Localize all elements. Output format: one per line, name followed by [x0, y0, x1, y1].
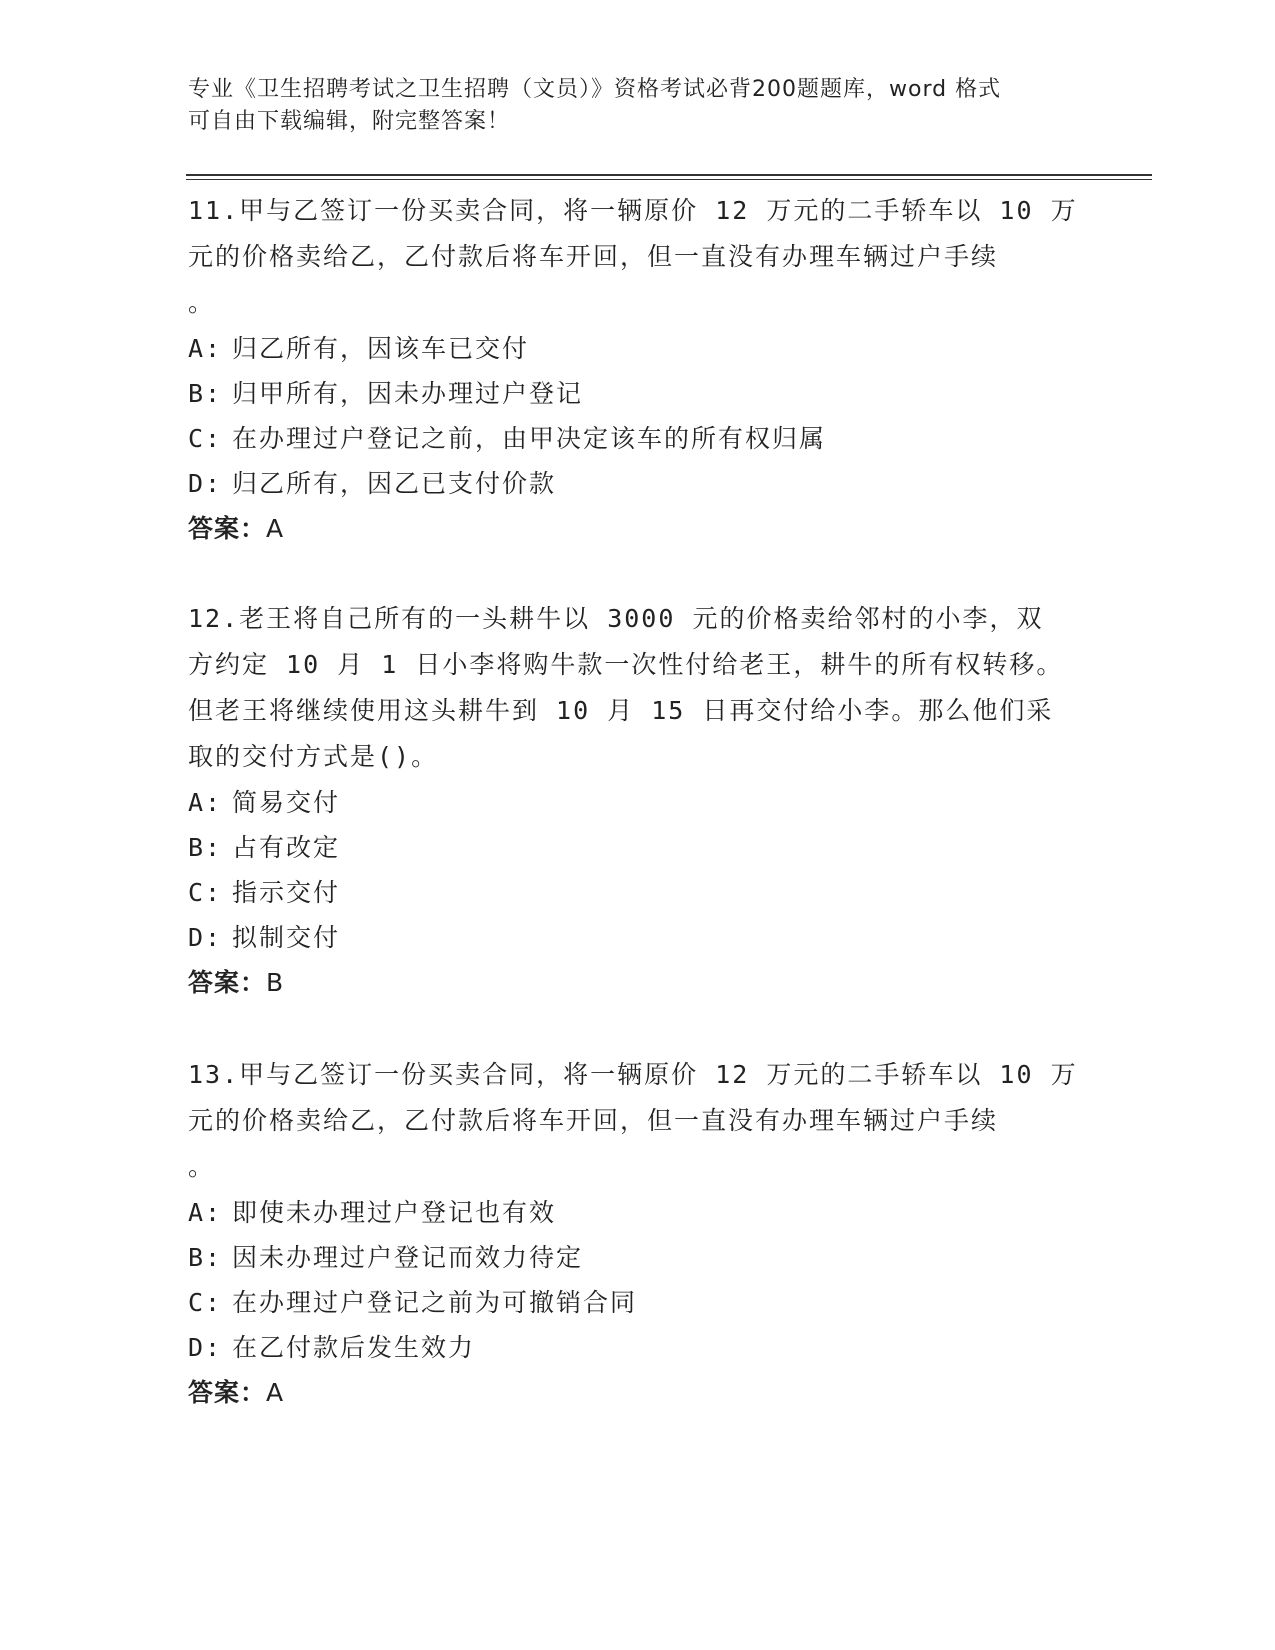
option-letter: A: — [188, 334, 223, 363]
option-text: 在办理过户登记之前为可撤销合同 — [232, 1288, 638, 1317]
option-a — [188, 326, 1068, 371]
option-a — [188, 780, 1068, 825]
option-letter: B: — [188, 1243, 223, 1272]
option-letter: B: — [188, 379, 223, 408]
answer-label: 答案： — [188, 968, 267, 997]
option-text: 在办理过户登记之前，由甲决定该车的所有权归属 — [232, 424, 827, 453]
header-line-1: 专业《卫生招聘考试之卫生招聘（文员）》资格考试必背200题题库，word 格式 — [188, 77, 1002, 102]
option-text: 拟制交付 — [232, 923, 341, 952]
option-letter: C: — [188, 424, 223, 453]
option-text: 简易交付 — [232, 788, 341, 817]
option-text: 指示交付 — [232, 878, 341, 907]
answer-value: A — [266, 514, 285, 543]
option-letter: A: — [188, 788, 223, 817]
option-text: 在乙付款后发生效力 — [232, 1333, 476, 1362]
option-text: 归乙所有，因乙已支付价款 — [232, 469, 557, 498]
stem-line: 11.甲与乙签订一份买卖合同，将一辆原价 12 万元的二手轿车以 10 万 — [188, 196, 1078, 225]
stem-line: 12.老王将自己所有的一头耕牛以 3000 元的价格卖给邻村的小李，双 — [188, 604, 1044, 633]
stem-line: 。 — [188, 1152, 216, 1181]
option-letter: C: — [188, 878, 223, 907]
option-text: 归甲所有，因未办理过户登记 — [232, 379, 584, 408]
stem-line: 方约定 10 月 1 日小李将购牛款一次性付给老王，耕牛的所有权转移。 — [188, 650, 1064, 679]
option-b — [188, 1235, 1068, 1280]
stem-line: 13.甲与乙签订一份买卖合同，将一辆原价 12 万元的二手轿车以 10 万 — [188, 1060, 1078, 1089]
answer-line — [188, 506, 1068, 552]
answer-value: A — [266, 1378, 285, 1407]
question-11 — [188, 188, 1078, 552]
option-letter: D: — [188, 469, 223, 498]
stem-line: 取的交付方式是()。 — [188, 742, 439, 771]
stem-line: 元的价格卖给乙，乙付款后将车开回，但一直没有办理车辆过户手续 — [188, 242, 999, 271]
option-d — [188, 461, 1068, 506]
answer-value: B — [266, 968, 285, 997]
option-d — [188, 915, 1068, 960]
stem-line: 但老王将继续使用这头耕牛到 10 月 15 日再交付给小李。那么他们采 — [188, 696, 1054, 725]
question-stem — [188, 596, 1068, 780]
answer-label: 答案： — [188, 514, 267, 543]
answer-line — [188, 960, 1068, 1006]
question-13 — [188, 1052, 1078, 1416]
option-letter: B: — [188, 833, 223, 862]
option-b — [188, 825, 1068, 870]
question-stem — [188, 1052, 1078, 1190]
option-b — [188, 371, 1068, 416]
header-line-2: 可自由下载编辑，附完整答案！ — [188, 109, 511, 134]
option-letter: C: — [188, 1288, 223, 1317]
header-rule-thin — [186, 179, 1152, 180]
option-d — [188, 1325, 1068, 1370]
option-a — [188, 1190, 1068, 1235]
question-12 — [188, 596, 1068, 1006]
stem-line: 元的价格卖给乙，乙付款后将车开回，但一直没有办理车辆过户手续 — [188, 1106, 999, 1135]
question-stem — [188, 188, 1078, 326]
option-letter: A: — [188, 1198, 223, 1227]
option-letter: D: — [188, 1333, 223, 1362]
answer-line — [188, 1370, 1068, 1416]
option-c — [188, 870, 1068, 915]
option-text: 占有改定 — [232, 833, 341, 862]
document-header — [188, 74, 1068, 138]
option-c — [188, 416, 1068, 461]
stem-line: 。 — [188, 288, 216, 317]
answer-label: 答案： — [188, 1378, 267, 1407]
option-text: 归乙所有，因该车已交付 — [232, 334, 530, 363]
option-letter: D: — [188, 923, 223, 952]
option-text: 因未办理过户登记而效力待定 — [232, 1243, 584, 1272]
option-c — [188, 1280, 1068, 1325]
header-rule-thick — [186, 174, 1152, 176]
option-text: 即使未办理过户登记也有效 — [232, 1198, 557, 1227]
